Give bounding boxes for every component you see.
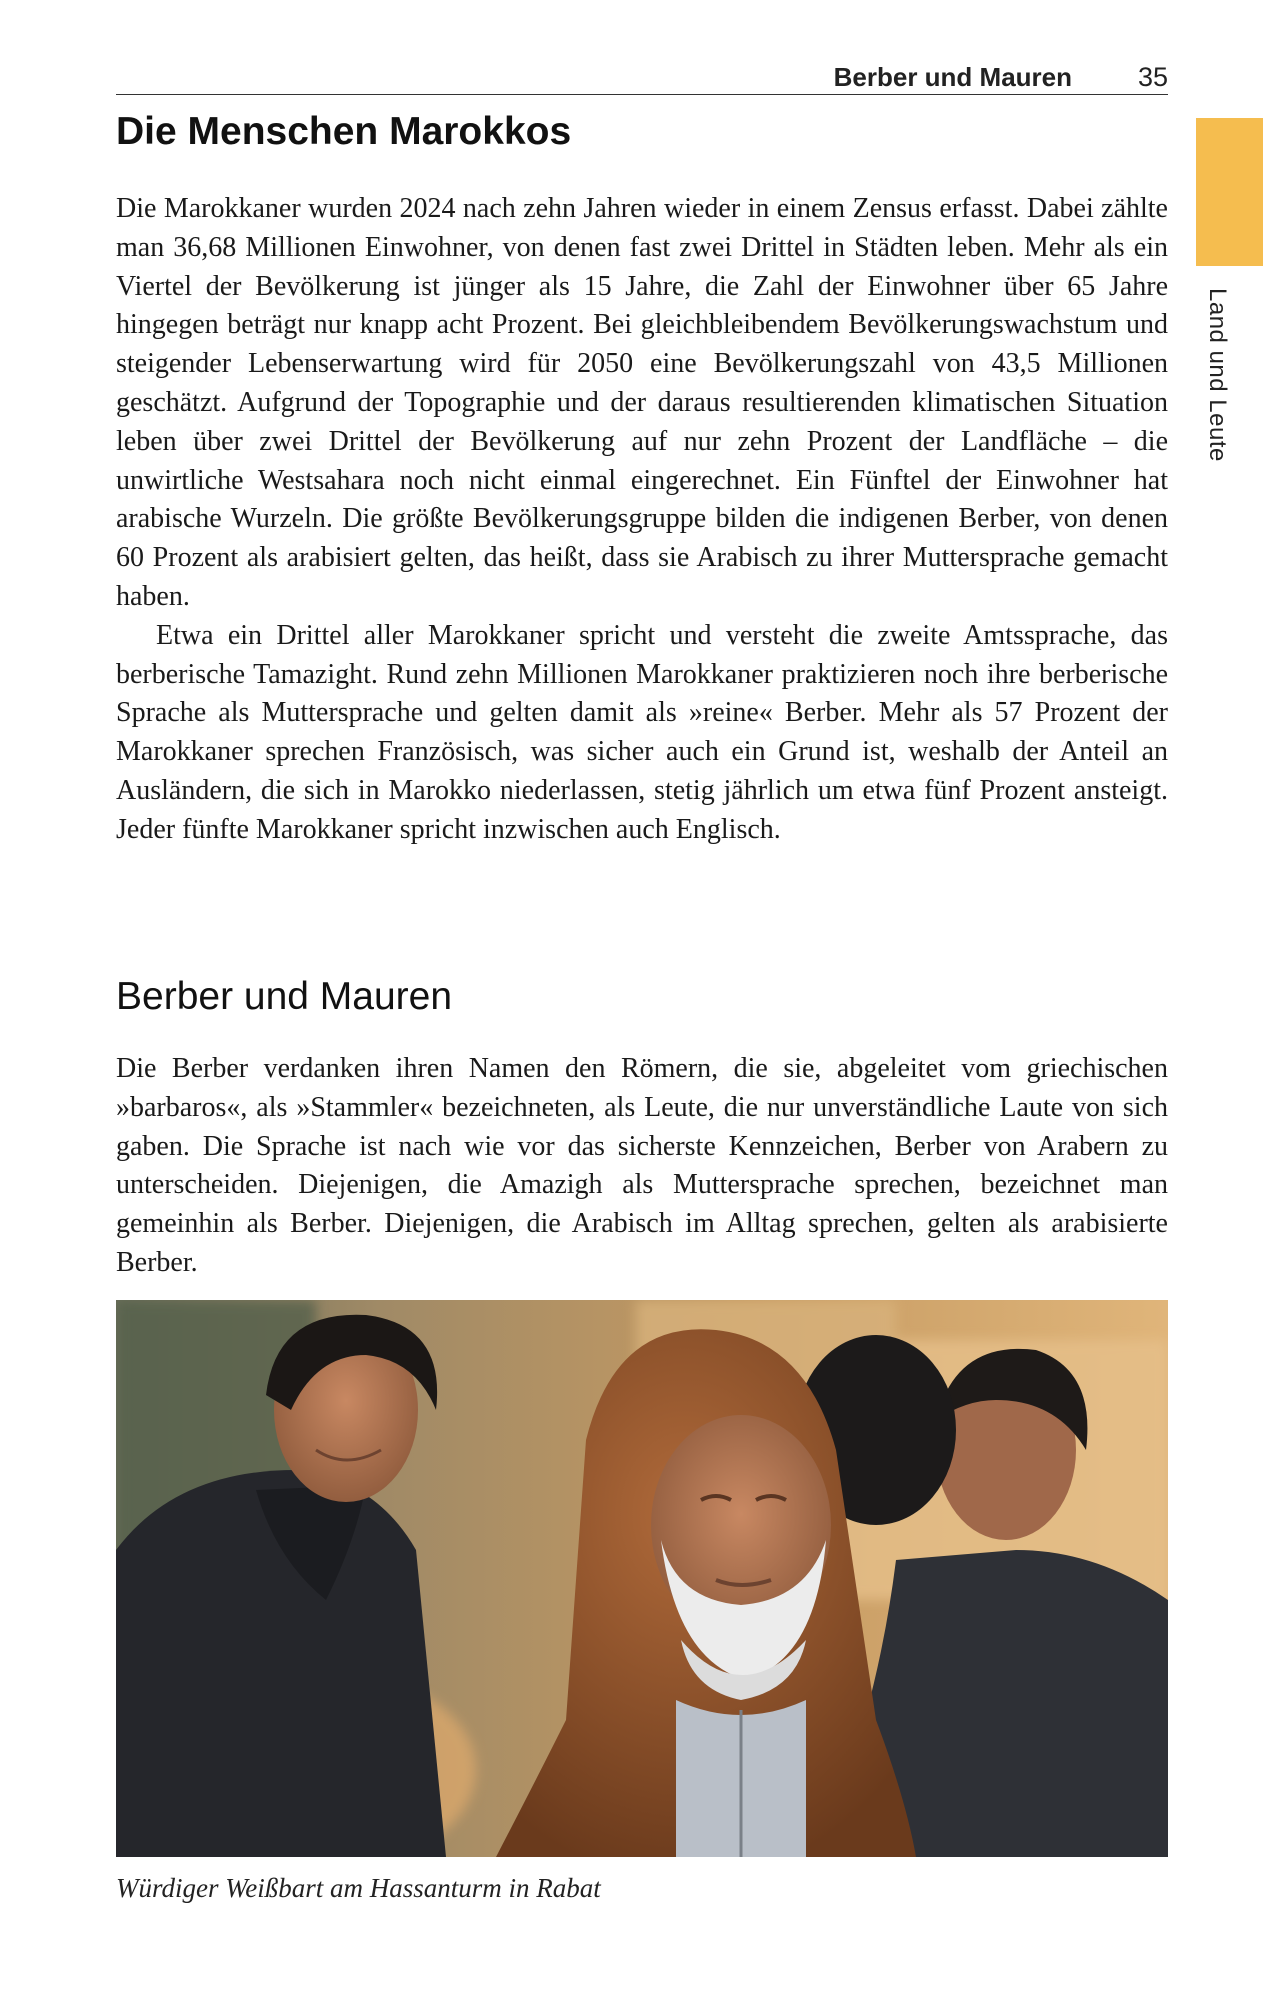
page-number: 35 [1137,62,1168,92]
section-heading: Die Menschen Marokkos [116,110,572,153]
photo-illustration [116,1300,1168,1857]
chapter-thumb-tab [1196,118,1263,266]
photo-berber-men [116,1300,1168,1857]
subsection-body [116,1050,1168,1283]
photo-caption: Würdiger Weißbart am Hassanturm in Rabat [116,1873,601,1903]
chapter-side-label: Land und Leute [1204,288,1231,462]
running-header [116,58,1168,95]
paragraph: Die Marokkaner wurden 2024 nach zehn Jahren wieder in einem Zensus erfasst. Dabei zählte man 36,68 Millionen Einwohner, von denen fast zwei Drittel in Städten leben. Mehr als ein Viertel der Bevölkerung ist jünger als 15 Jahre, die Zahl der Einwohner über 65 Jahre hingegen beträgt nur knapp acht Prozent. Bei gleichbleibendem Bevölkerungswachstum und steigender Lebenserwartung wird für 2050 eine Bevölkerungszahl von 43,5 Millionen geschätzt. Aufgrund der Topographie und der daraus resultierenden klimatischen Situation leben über zwei Drittel der Bevölkerung auf nur zehn Prozent der Landfläche – die unwirtliche Westsahara noch nicht einmal eingerechnet. Ein Fünftel der Einwohner hat arabische Wurzeln. Die größte Bevölkerungsgruppe bilden die indigenen Berber, von denen 60 Prozent als arabisiert gelten, das heißt, dass sie Arabisch zu ihrer Muttersprache gemacht haben. [116,193,1168,612]
section-body [116,190,1168,850]
subsection-heading: Berber und Mauren [116,975,453,1018]
paragraph: Etwa ein Drittel aller Marokkaner spricht und versteht die zweite Amtssprache, das berberische Tamazight. Rund zehn Millionen Marokkaner praktizieren noch ihre berberische Sprache als Muttersprache und gelten damit als »reine« Berber. Mehr als 57 Prozent der Marokkaner sprechen Französisch, was sicher auch ein Grund ist, weshalb der Anteil an Ausländern, die sich in Marokko niederlassen, stetig jährlich um etwa fünf Prozent ansteigt. Jeder fünfte Marokkaner spricht inzwischen auch Englisch. [116,619,1168,845]
running-title: Berber und Mauren [833,62,1072,92]
paragraph: Die Berber verdanken ihren Namen den Römern, die sie, abgeleitet vom griechischen »barbaros«, als »Stammler« bezeichneten, als Leute, die nur unverständliche Laute von sich gaben. Die Sprache ist nach wie vor das sicherste Kennzeichen, Berber von Arabern zu unterscheiden. Diejenigen, die Amazigh als Muttersprache sprechen, bezeichnet man gemeinhin als Berber. Diejenigen, die Arabisch im Alltag sprechen, gelten als arabisierte Berber. [116,1053,1168,1278]
